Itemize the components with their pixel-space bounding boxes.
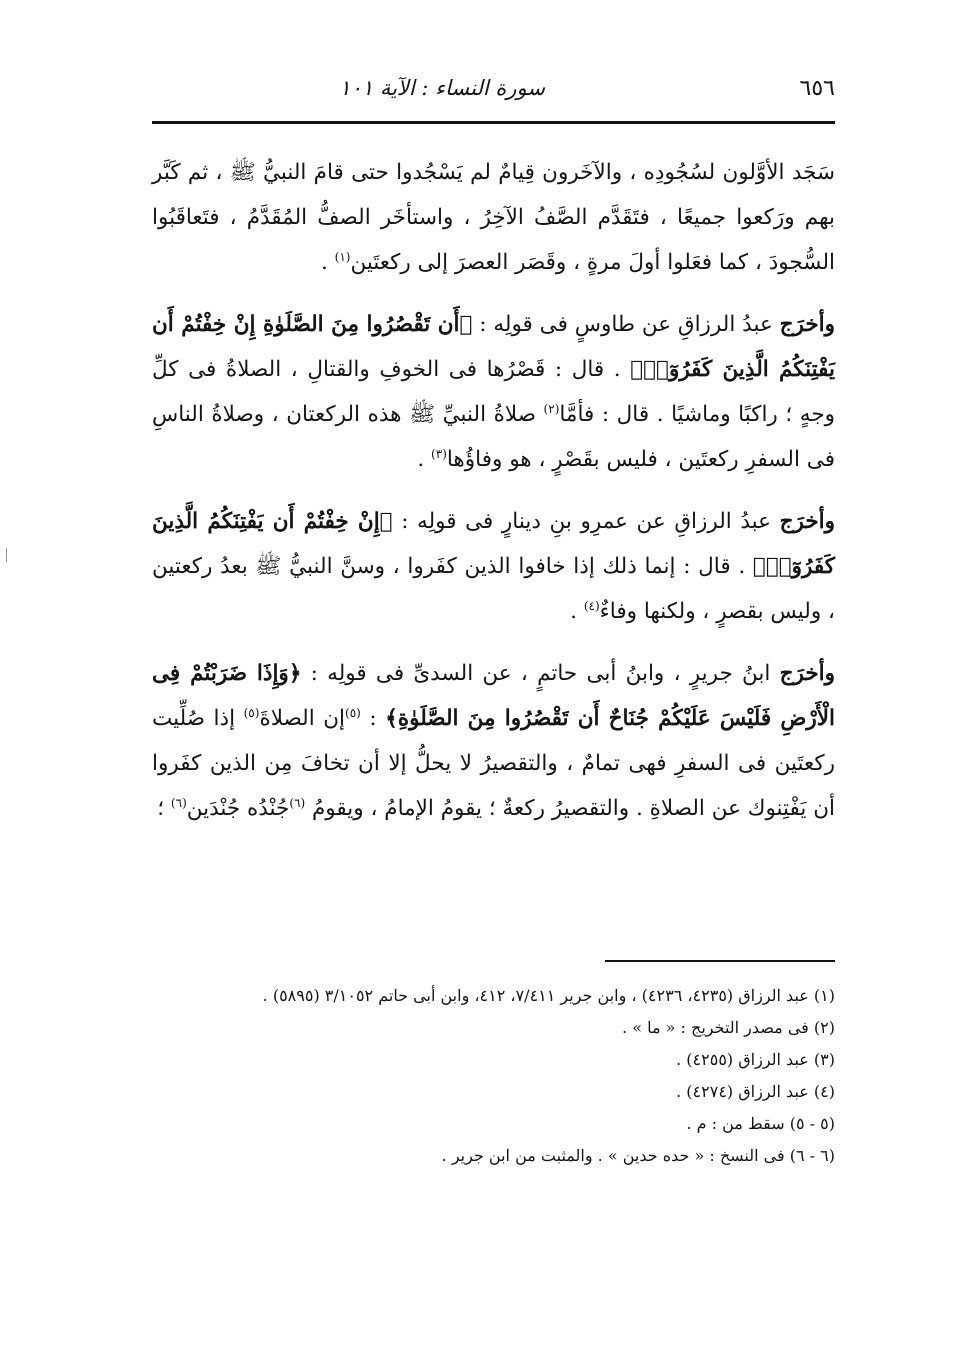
- footnote-4: (٤) عبد الرزاق (٤٢٧٤) .: [676, 1082, 835, 1101]
- paragraph-1: [152, 150, 835, 285]
- page-number: ٦٥٦: [799, 76, 835, 101]
- footnote-6: (٦ - ٦) فى النسخ : « حده حدين » . والمثبت من ابن جرير .: [441, 1146, 835, 1165]
- paragraph-text: عبدُ الرزاقِ عن طاوسٍ فى قولِه :: [472, 312, 780, 337]
- quran-verse: ﴿أَن تَقْصُرُوا مِنَ الصَّلَوٰةِ إِنْ خِفْتُمْ أَن يَفْتِنَكُمُ الَّذِينَ كَفَرُوٓا۟﴾: [152, 312, 835, 382]
- footnote-ref: (٦): [289, 795, 306, 810]
- footnote-ref: (٦): [170, 795, 187, 810]
- paragraph-text: سَجَد الأوَّلون لسُجُودِه ، والآخَرون قِيامٌ لم يَسْجُدوا حتى قامَ النبيُّ ﷺ ، ثم كَبَّر بهم ورَكعوا جميعًا ، فتَقَدَّم الصَّفُ الآخِرُ ، واستأخَر الصفُّ المُقَدَّمُ ، فتَعاقَبُوا السُّجودَ ، كما فعَلوا أولَ مرةٍ ، وقَصَر العصرَ إلى ركعتَين: [152, 160, 835, 275]
- scan-edge-mark: [6, 548, 7, 562]
- quran-verse: ﴿وَإِذَا ضَرَبْتُمْ فِى الْأَرْضِ فَلَيْسَ عَلَيْكُمْ جُنَاحٌ أَن تَقْصُرُوا مِنَ الصَّلَوٰةِ﴾: [152, 661, 836, 731]
- paragraph-text: إن الصلاةَ: [259, 706, 346, 731]
- paragraph-lead: وأخرَج: [779, 509, 835, 534]
- paragraph-lead: وأخرَج: [779, 661, 835, 686]
- paragraph-4: [152, 651, 835, 831]
- paragraph-end: .: [417, 447, 432, 472]
- paragraph-text: :: [360, 706, 386, 731]
- footnote-ref: (٥): [345, 705, 361, 720]
- paragraph-end: ؛: [157, 796, 171, 821]
- paragraph-text: . قال : قَصْرُها فى الخوفِ والقتالِ ، الصلاةُ فى كلِّ وجهٍ ؛ راكبًا وماشيًا . قال : فأمَّا: [152, 357, 835, 427]
- page-header: [152, 68, 835, 124]
- paragraph-text: . قال : إنما ذلك إذا خافوا الذين كفَروا ، وسنَّ النبيُّ ﷺ بعدُ ركعتين ، وليس بقصرٍ ، ولكنها وفاءٌ: [152, 554, 835, 624]
- footnote-ref: (٣): [431, 446, 447, 461]
- footnote-rule: [605, 960, 835, 962]
- footnote-1: (١) عبد الرزاق (٤٢٣٥، ٤٢٣٦) ، وابن جرير ٧/٤١١، ٤١٢، وابن أبى حاتم ٣/١٠٥٢ (٥٨٩٥) .: [262, 986, 835, 1005]
- running-title: سورة النساء : الآية ١٠١: [339, 76, 545, 100]
- footnote-3: (٣) عبد الرزاق (٤٢٥٥) .: [676, 1050, 835, 1069]
- paragraph-end: .: [570, 599, 584, 624]
- quran-verse: ﴿إِنْ خِفْتُمْ أَن يَفْتِنَكُمُ الَّذِينَ كَفَرُوٓا۟﴾: [152, 509, 835, 579]
- footnote-5: (٥ - ٥) سقط من : م .: [686, 1114, 835, 1133]
- footnote-ref: (٢): [543, 401, 560, 416]
- footnote-ref: (٤): [583, 598, 600, 613]
- paragraph-2: [152, 302, 835, 482]
- paragraph-3: [152, 499, 835, 634]
- footnotes: [152, 980, 835, 1172]
- footnote-2: (٢) فى مصدر التخريج : « ما » .: [622, 1018, 835, 1037]
- footnote-ref: (٥): [243, 705, 260, 720]
- paragraph-text: إذا صُلِّيت ركعتَين فى السفرِ فهى تمامٌ ، والتقصيرُ لا يحلُّ إلا أن تخافَ مِن الذين كفَروا أن يَفْتِنوك عن الصلاةِ . والتقصيرُ ركعةٌ ؛ يقومُ الإمامُ ، ويقومُ: [152, 706, 835, 821]
- paragraph-text: ابنُ جريرٍ ، وابنُ أبى حاتمٍ ، عن السدىِّ فى قولِه :: [301, 661, 780, 686]
- paragraph-end: .: [320, 250, 335, 275]
- paragraph-lead: وأخرَج: [779, 312, 836, 337]
- main-text: [152, 150, 835, 848]
- paragraph-text: جُنْدُه جُنْدَين: [186, 796, 290, 821]
- header-rule: [152, 121, 835, 124]
- paragraph-text: عبدُ الرزاقِ عن عمرِو بنِ دينارٍ فى قولِه :: [392, 509, 780, 534]
- paragraph-text: صلاةُ النبيِّ ﷺ هذه الركعتان ، وصلاةُ الناسِ فى السفرِ ركعتَين ، فليس بقَصْرٍ ، هو وفاؤُها: [152, 402, 835, 472]
- footnote-ref: (١): [334, 249, 351, 264]
